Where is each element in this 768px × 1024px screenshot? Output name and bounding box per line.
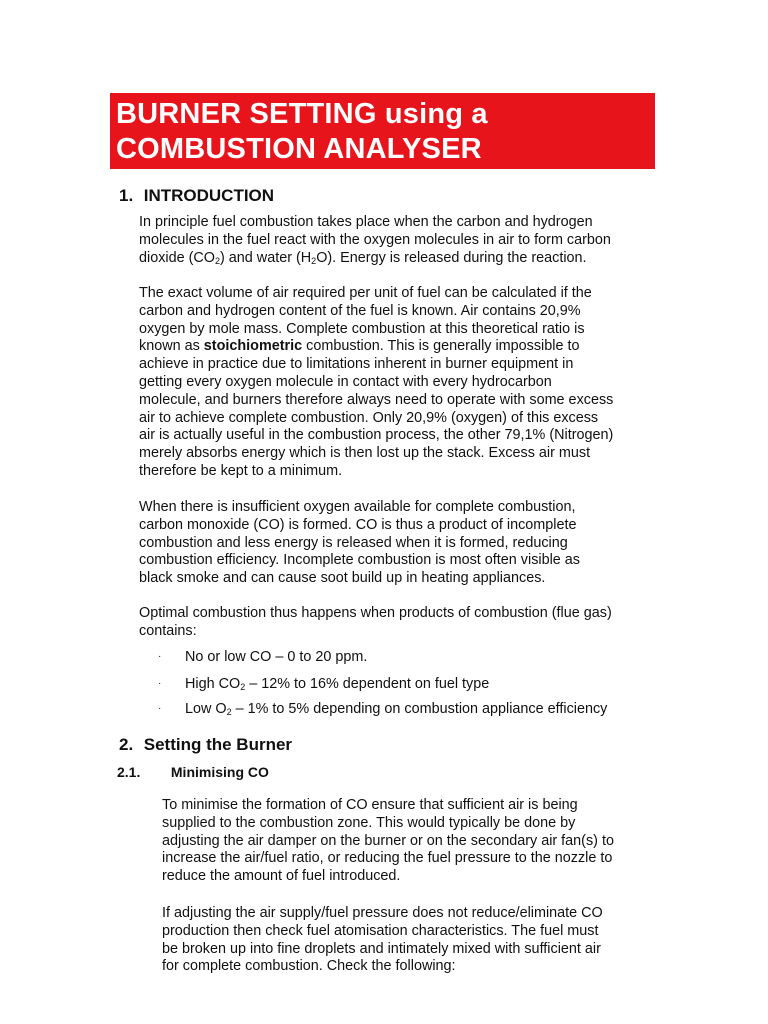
bullet-icon: · <box>158 651 162 662</box>
document-title-line-1: BURNER SETTING using a <box>116 98 488 130</box>
section-2-heading <box>119 735 292 755</box>
section-1-title: INTRODUCTION <box>143 186 275 205</box>
section-2-number: 2. <box>119 735 134 754</box>
bullet-icon: · <box>158 678 162 689</box>
section-2-title: Setting the Burner <box>143 735 293 754</box>
list-item: · Low $O_2 - 1\%$ to 5% depending on combustion appliance efficiency <box>158 701 608 717</box>
bullet-icon: · <box>158 703 162 714</box>
intro-paragraph-4: Optimal combustion thus happens when products of combustion (flue gas) contains: <box>139 605 612 639</box>
stoichiometric-term: stoichiometric <box>203 338 303 355</box>
document-title-line-2: COMBUSTION ANALYSER <box>116 133 482 165</box>
list-item: · No or low CO – 0 to 20 ppm. <box>158 649 368 665</box>
minimising-co-paragraph-1: To minimise the formation of CO ensure that sufficient air is being supplied to the combustion zone. This would typically be done by adjusting the air damper on the burner or on the secondary air fan(s) to increase the air/fuel ratio, or reducing the fuel pressure to the nozzle to reduce the amount of fuel introduced. <box>162 797 614 885</box>
title-banner <box>110 93 655 169</box>
list-item: · High $CO_2 - 12\%$ to 16% dependent on fuel type <box>158 676 490 692</box>
section-1-heading <box>119 186 274 206</box>
section-1-number: 1. <box>119 186 134 205</box>
subsection-2-1-heading <box>117 763 269 781</box>
intro-paragraph-3: When there is insufficient oxygen available for complete combustion, carbon monoxide (CO) is formed. CO is thus a product of incomplete combustion and less energy is released when it is formed, reducing combustion efficiency. Incomplete combustion is most often visible as black smoke and can cause soot build up in heating appliances. <box>139 499 580 587</box>
subsection-2-1-number: 2.1. <box>117 764 141 780</box>
intro-paragraph-1: In principle fuel combustion takes place when the carbon and hydrogen molecules in the fuel react with the oxygen molecules in air to form carbon dioxide $(CO_2)$ and water $(H_2O)$. Energy is released during the reaction. <box>139 214 611 266</box>
intro-paragraph-2: The exact volume of air required per unit of fuel can be calculated if the carbon and hydrogen content of the fuel is known. Air contains 20,9% oxygen by mole mass. Complete combustion at this theoretical ratio is known as stoichiometric combustion. This is generally impossible to achieve in practice due to limitations inherent in burner equipment in getting every oxygen molecule in contact with every hydrocarbon molecule, and burners therefore always need to operate with some excess air to achieve complete combustion. Only 20,9% (oxygen) of this excess air is actually useful in the combustion process, the other 79,1% (Nitrogen) merely absorbs energy which is then lost up the stack. Excess air must therefore be kept to a minimum. <box>139 285 614 479</box>
subsection-2-1-title: Minimising CO <box>170 764 269 780</box>
minimising-co-paragraph-2: If adjusting the air supply/fuel pressure does not reduce/eliminate CO production then check fuel atomisation characteristics. The fuel must be broken up into fine droplets and intimately mixed with sufficient air for complete combustion. Check the following: <box>162 905 603 975</box>
